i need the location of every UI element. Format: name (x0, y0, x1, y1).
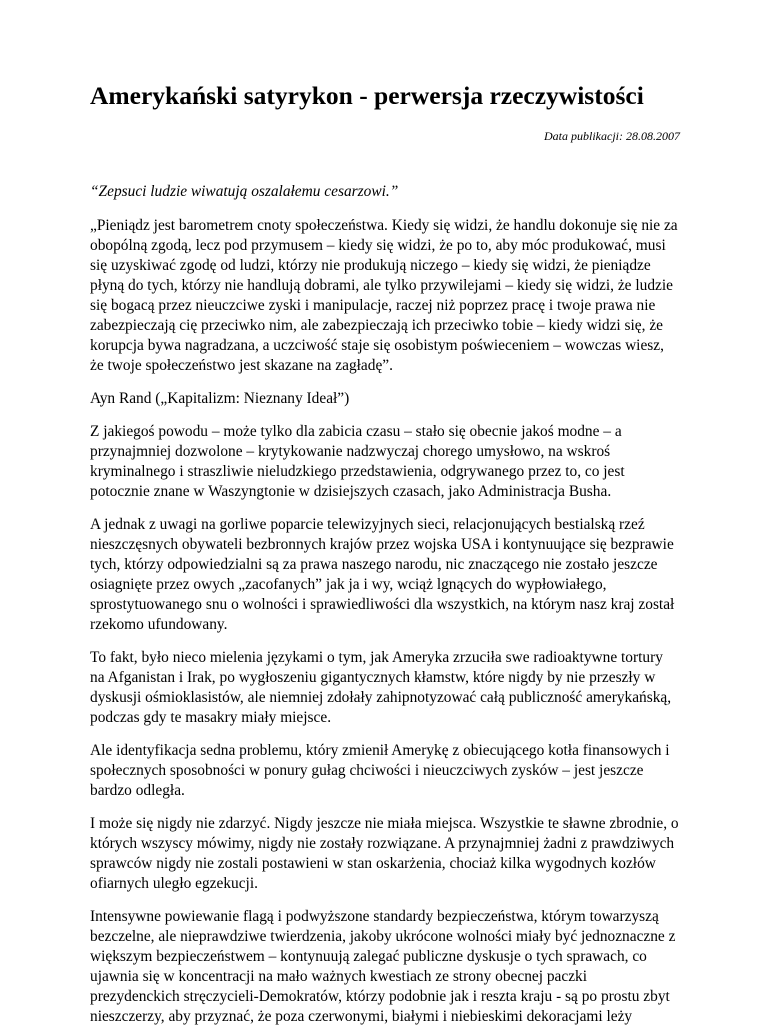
paragraph-body: I może się nigdy nie zdarzyć. Nigdy jeszcze nie miała miejsca. Wszystkie te sławne zbrodnie, o których wszyscy mówimy, nigdy nie zostały rozwiązane. A przynajmniej żadni z prawdziwych sprawców nigdy nie zostali postawieni w stan oskarżenia, chociaż kilka wygodnych kozłów ofiarnych uległo egzekucji. (90, 815, 679, 892)
paragraph-body: To fakt, było nieco mielenia językami o tym, jak Ameryka zrzuciła swe radioaktywne tortury na Afganistan i Irak, po wygłoszeniu gigantycznych kłamstw, które nigdy by nie przeszły w dyskusji ośmioklasistów, ale niemniej zdołały zahipnotyzować całą publiczność amerykańską, podczas gdy te masakry miały miejsce. (90, 649, 672, 726)
publication-date: Data publikacji: 28.08.2007 (544, 129, 680, 143)
epigraph-quote: “Zepsuci ludzie wiwatują oszalałemu cesarzowi.” (90, 183, 399, 200)
paragraph-rand-quote: „Pieniądz jest barometrem cnoty społeczeństwa. Kiedy się widzi, że handlu dokonuje się nie za obopólną zgodą, lecz pod przymusem – kiedy się widzi, że po to, aby móc produkować, musi się uzyskiwać zgodę od ludzi, którzy nie produkują niczego – kiedy się widzi, że pieniądze płyną do tych, którzy nie handlują dobrami, ale tylko przywilejami – kiedy się widzi, że ludzie się bogacą przez nieuczciwe zyski i manipulacje, raczej niż poprzez pracę i twoje prawa nie zabezpieczają cię przeciwko nim, ale zabezpieczają ich przeciwko tobie – kiedy widzi się, że korupcja bywa nagradzana, a uczciwość staje się osobistym poświeceniem – wowczas wiesz, że twoje społeczeństwo jest skazane na zagładę”. (90, 217, 678, 374)
paragraph-body: A jednak z uwagi na gorliwe poparcie telewizyjnych sieci, relacjonujących bestialską rzeź nieszczęsnych obywateli bezbronnych krajów przez wojska USA i kontynuujące się bezprawie tych, którzy odpowiedzialni są za prawa naszego narodu, nic znaczącego nie zostało jeszcze osiagnięte przez owych „zacofanych” jak ja i wy, wciąż lgnących do wypłowiałego, sprostytuowanego snu o wolności i sprawiedliwości dla wszystkich, na którym nasz kraj został rzekomo ufundowany. (90, 516, 675, 633)
paragraph-body: Z jakiegoś powodu – może tylko dla zabicia czasu – stało się obecnie jakoś modne – a przynajmniej dozwolone – krytykowanie nadzwyczaj chorego umysłowo, na wskroś kryminalnego i straszliwie nieludzkiego przedstawienia, odgrywanego przez to, co jest potocznie znane w Waszyngtonie w dzisiejszych czasach, jako Administracja Busha. (90, 423, 625, 500)
paragraph-attribution: Ayn Rand („Kapitalizm: Nieznany Ideał”) (90, 390, 350, 407)
paragraph-body: Intensywne powiewanie flagą i podwyższone standardy bezpieczeństwa, którym towarzyszą bezczelne, ale nieprawdziwe twierdzenia, jakoby ukrócone wolności miały być jednoznaczne z większym bezpieczeństwem – kontynuują zalegać publiczne dyskusje o tych sprawach, co ujawnia się w koncentracji na mało ważnych kwestiach ze strony obecnej paczki prezydenckich stręczycieli-Demokratów, którzy podobnie jak i reszta kraju - są po prostu zbyt nieszczerzy, aby przyznać, że poza czerwonymi, białymi i niebieskimi dekoracjami leży (90, 908, 676, 1025)
paragraph-body: Ale identyfikacja sedna problemu, który zmienił Amerykę z obiecującego kotła finansowych i społecznych sposobności w ponury gułag chciwości i nieuczciwych zysków – jest jeszcze bardzo odległa. (90, 742, 670, 799)
article-title: Amerykański satyrykon - perwersja rzeczywistości (90, 81, 644, 110)
